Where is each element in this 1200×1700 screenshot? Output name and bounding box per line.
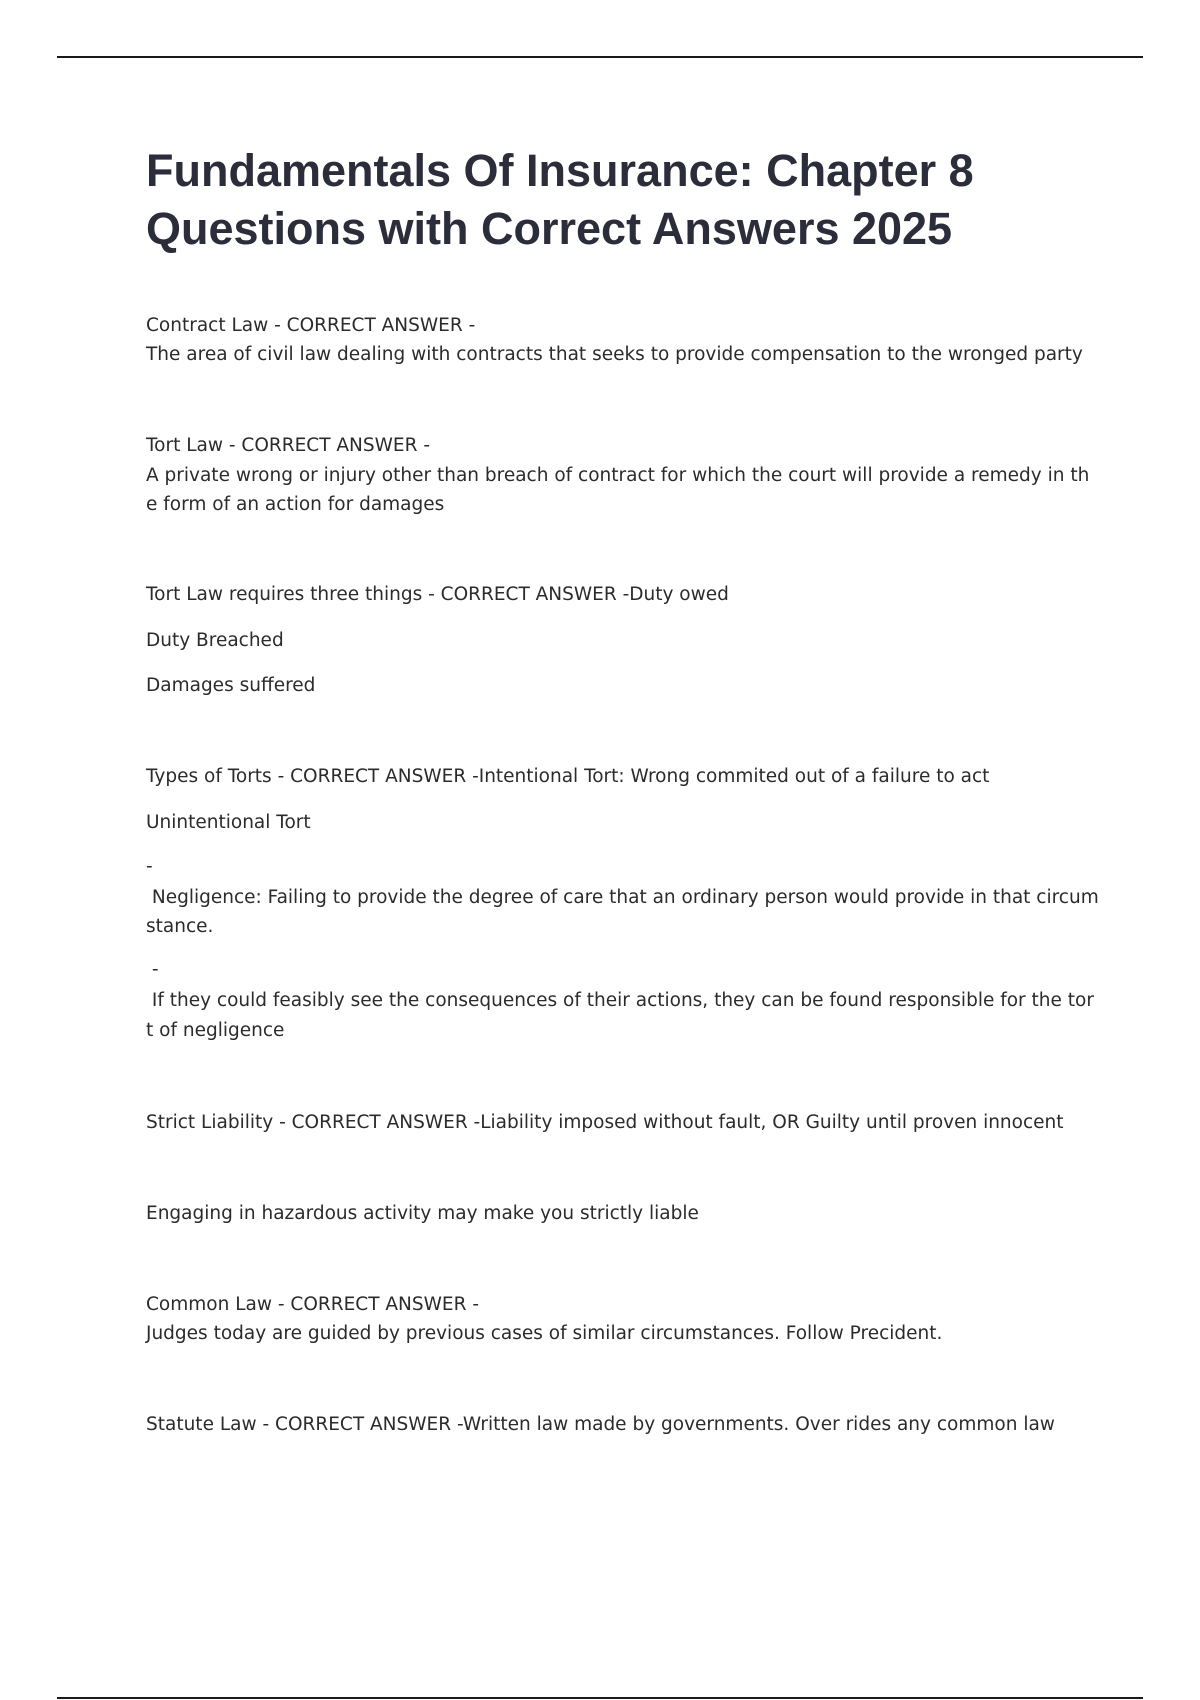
- entry-common-law-term: Common Law - CORRECT ANSWER -: [146, 1294, 480, 1315]
- entry-negligence-line-2: stance.: [146, 916, 214, 937]
- top-rule: [57, 56, 1143, 58]
- title-line-2: Questions with Correct Answers 2025: [146, 203, 953, 254]
- entry-strict-liability-note: Engaging in hazardous activity may make you strictly liable: [146, 1203, 699, 1224]
- entry-contract-law-definition: The area of civil law dealing with contracts that seeks to provide compensation to the wronged party: [146, 344, 1083, 365]
- document-title: [146, 142, 1106, 258]
- entry-tort-requirements-item-3: Damages suffered: [146, 675, 316, 696]
- entry-foresee-line-1: If they could feasibly see the consequences of their actions, they can be found responsible for the tor: [146, 990, 1094, 1011]
- entry-statute-law-term: Statute Law - CORRECT ANSWER -Written law made by governments. Over rides any common law: [146, 1414, 1055, 1435]
- entry-negligence-line-1: Negligence: Failing to provide the degree of care that an ordinary person would provide in that circum: [146, 887, 1099, 908]
- entry-common-law-definition: Judges today are guided by previous cases of similar circumstances. Follow Precident.: [146, 1323, 943, 1344]
- entry-types-of-torts-dash-1: -: [146, 856, 153, 877]
- entry-strict-liability-term: Strict Liability - CORRECT ANSWER -Liability imposed without fault, OR Guilty until proven innocent: [146, 1112, 1064, 1133]
- entry-types-of-torts-dash-2: -: [146, 959, 159, 980]
- entry-types-of-torts-term: Types of Torts - CORRECT ANSWER -Intentional Tort: Wrong commited out of a failure to act: [146, 766, 990, 787]
- entry-types-of-torts-item-2: Unintentional Tort: [146, 812, 311, 833]
- entry-tort-requirements-item-2: Duty Breached: [146, 630, 284, 651]
- bottom-rule: [57, 1697, 1143, 1699]
- entry-foresee-line-2: t of negligence: [146, 1020, 285, 1041]
- entry-contract-law-term: Contract Law - CORRECT ANSWER -: [146, 315, 476, 336]
- entry-tort-law-definition-line-2: e form of an action for damages: [146, 494, 445, 515]
- title-line-1: Fundamentals Of Insurance: Chapter 8: [146, 145, 974, 196]
- entry-tort-requirements-term: Tort Law requires three things - CORRECT ANSWER -Duty owed: [146, 584, 729, 605]
- entry-tort-law-definition-line-1: A private wrong or injury other than breach of contract for which the court will provide a remedy in th: [146, 465, 1090, 486]
- entry-tort-law-term: Tort Law - CORRECT ANSWER -: [146, 435, 431, 456]
